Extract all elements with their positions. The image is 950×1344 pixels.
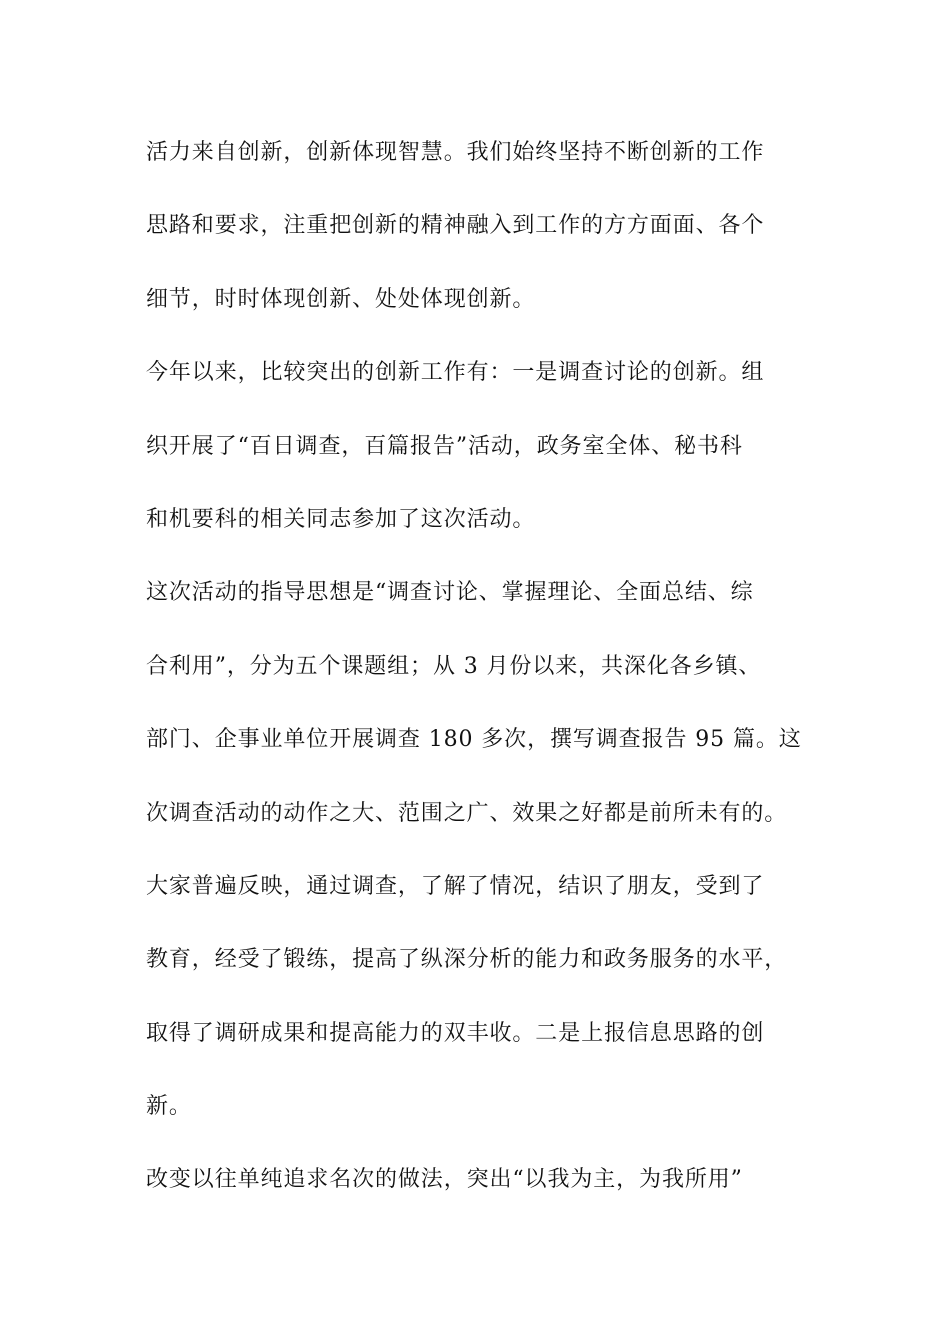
- text-line: 次调查活动的动作之大、范围之广、效果之好都是前所未有的。: [146, 800, 788, 826]
- text-line: 织开展了“百日调查，百篇报告”活动，政务室全体、秘书科: [146, 433, 743, 459]
- text-line: 教育，经受了锻练，提高了纵深分析的能力和政务服务的水平，: [146, 947, 788, 973]
- text-line: 合利用”，分为五个课题组；从 3 月份以来，共深化各乡镇、: [146, 653, 762, 679]
- text-line: 活力来自创新，创新体现智慧。我们始终坚持不断创新的工作: [146, 140, 765, 165]
- text-line: 今年以来，比较突出的创新工作有：一是调查讨论的创新。组: [146, 360, 765, 386]
- text-line: 部门、企事业单位开展调查 180 多次，撰写调查报告 95 篇。这: [146, 727, 802, 753]
- text-line: 细节，时时体现创新、处处体现创新。: [146, 286, 536, 312]
- text-line: 改变以往单纯追求名次的做法，突出“以我为主，为我所用”: [146, 1167, 743, 1193]
- text-line: 取得了调研成果和提高能力的双丰收。二是上报信息思路的创: [146, 1020, 765, 1046]
- text-line: 这次活动的指导思想是“调查讨论、掌握理论、全面总结、综: [146, 580, 754, 606]
- text-line: 新。: [146, 1094, 192, 1120]
- text-line: 思路和要求，注重把创新的精神融入到工作的方方面面、各个: [146, 213, 765, 239]
- text-line: 和机要科的相关同志参加了这次活动。: [146, 506, 536, 532]
- document-body: [146, 116, 826, 1217]
- text-line: 大家普遍反映，通过调查，了解了情况，结识了朋友，受到了: [146, 873, 765, 899]
